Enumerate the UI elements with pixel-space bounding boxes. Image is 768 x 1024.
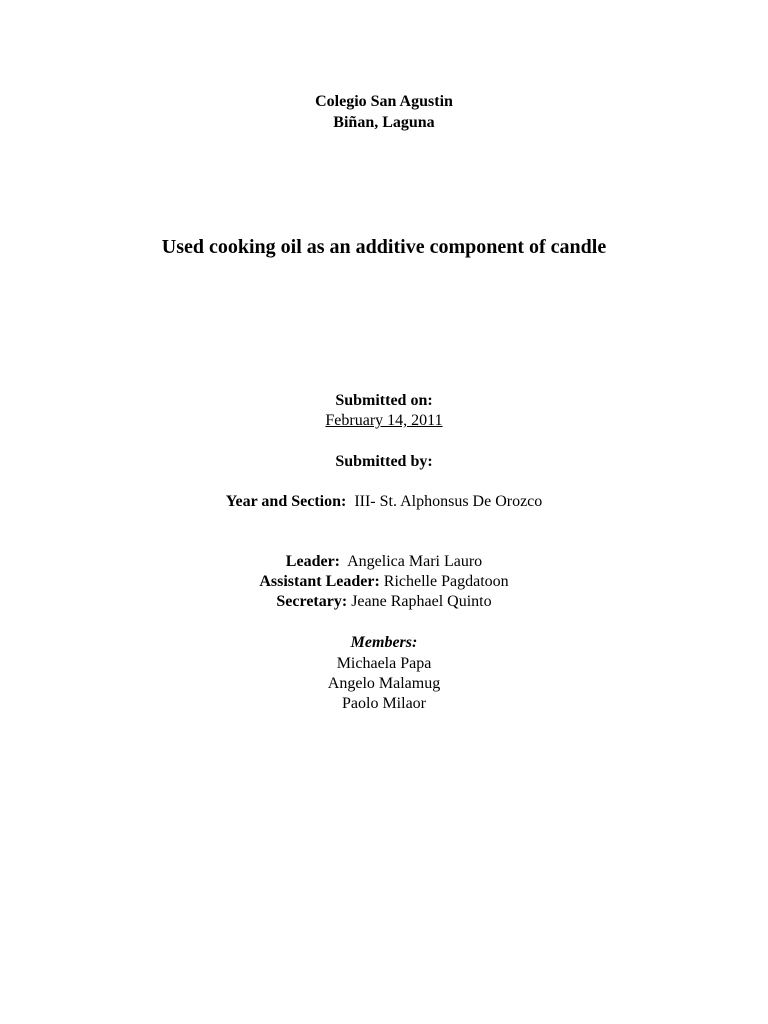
member-name: Angelo Malamug bbox=[327, 675, 441, 692]
assistant-leader-row bbox=[0, 572, 768, 592]
submitted-date-value: February 14, 2011 bbox=[325, 412, 443, 429]
members-label: Members: bbox=[350, 634, 418, 651]
secretary-row bbox=[0, 592, 768, 612]
leader-name: Angelica Mari Lauro bbox=[347, 553, 483, 570]
member-name: Paolo Milaor bbox=[342, 695, 426, 712]
year-section-label: Year and Section: bbox=[225, 493, 347, 510]
year-section-value: III- St. Alphonsus De Orozco bbox=[354, 493, 543, 510]
secretary-label: Secretary: bbox=[276, 593, 348, 610]
document-title: Used cooking oil as an additive component of candle bbox=[161, 236, 607, 258]
year-section-row bbox=[0, 492, 768, 512]
submitted-on-label: Submitted on: bbox=[335, 392, 433, 409]
school-name: Colegio San Agustin bbox=[315, 93, 453, 110]
assistant-leader-label: Assistant Leader: bbox=[259, 573, 380, 590]
assistant-leader-name: Richelle Pagdatoon bbox=[383, 573, 509, 590]
leader-row bbox=[0, 552, 768, 572]
secretary-name: Jeane Raphael Quinto bbox=[351, 593, 492, 610]
leader-label: Leader: bbox=[285, 553, 340, 570]
submitted-on-date bbox=[0, 411, 768, 431]
submitted-by-label: Submitted by: bbox=[335, 453, 433, 470]
school-location: Biñan, Laguna bbox=[333, 114, 435, 131]
member-name: Michaela Papa bbox=[336, 655, 432, 672]
